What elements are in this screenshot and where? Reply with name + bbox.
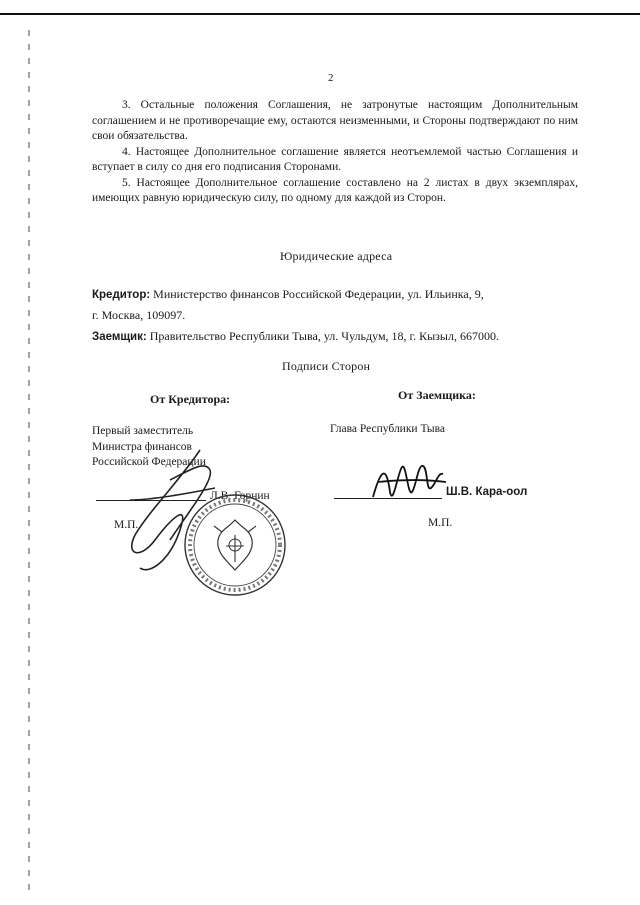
borrower-address-text: Правительство Республики Тыва, ул. Чульдум, 18, г. Кызыл, 667000. [146, 329, 499, 343]
body-paragraphs [92, 98, 578, 207]
creditor-position-line2: Министра финансов [92, 440, 192, 453]
borrower-signature-heading: От Заемщика: [398, 388, 476, 402]
binding-edge [28, 30, 30, 890]
creditor-seal-mark: М.П. [114, 519, 139, 531]
paragraph-4: 4. Настоящее Дополнительное соглашение является неотъемлемой частью Соглашения и вступает в силу со дня его подписания Сторонами. [92, 145, 578, 173]
creditor-position-line1: Первый заместитель [92, 425, 194, 437]
borrower-signatory-name: Ш.В. Кара-оол [446, 486, 528, 498]
creditor-address [92, 284, 572, 325]
creditor-signatory-name: Л.В. Горнин [210, 490, 270, 502]
creditor-signature-heading: От Кредитора: [150, 392, 231, 406]
borrower-signature [368, 452, 448, 512]
official-seal [180, 490, 290, 600]
signatures-heading: Подписи Сторон [282, 359, 371, 373]
addresses-heading: Юридические адреса [280, 249, 393, 263]
borrower-address [92, 326, 592, 347]
creditor-position-line3: Российской Федерации [92, 456, 206, 468]
borrower-seal-mark: М.П. [428, 517, 453, 529]
creditor-address-line2: г. Москва, 109097. [92, 308, 186, 322]
top-border-line [0, 13, 640, 15]
borrower-label: Заемщик: [92, 331, 147, 343]
page-number: 2 [328, 72, 334, 84]
creditor-address-line1: Министерство финансов Российской Федерации, ул. Ильинка, 9, [150, 287, 484, 301]
paragraph-3: 3. Остальные положения Соглашения, не затронутые настоящим Дополнительным соглашением и не противоречащие ему, остаются неизменными, и Стороны подтверждают по ним свои обязательства. [92, 99, 578, 142]
borrower-position: Глава Республики Тыва [330, 423, 446, 435]
creditor-label: Кредитор: [92, 289, 151, 301]
paragraph-5: 5. Настоящее Дополнительное соглашение составлено на 2 листах в двух экземплярах, имеющих равную юридическую силу, по одному для каждой из Сторон. [92, 176, 578, 204]
